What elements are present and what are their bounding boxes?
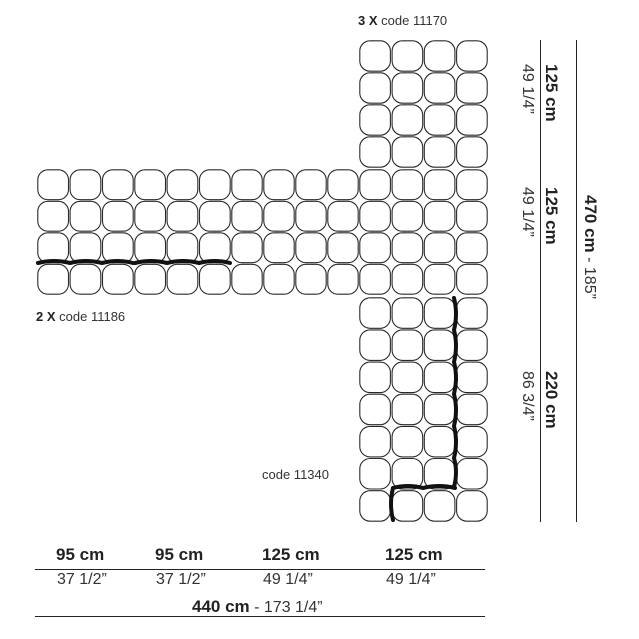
top-module-code: code 11170 [381,13,448,28]
left-module-2-pillow [200,233,231,263]
left-module-2-pillow [167,264,198,294]
corner-module-pillow [424,233,455,263]
center-module-pillow [232,201,262,231]
center-module [232,170,358,294]
center-module-pillow [328,264,358,294]
top-module-upper-pillow [360,137,391,167]
corner-module-pillow [360,170,391,200]
center-module-pillow [264,201,294,231]
left-module-2-pillow [167,201,198,231]
top-module-upper-pillow [392,41,423,71]
center-module-pillow [328,201,358,231]
right-dim-3-cm: 220 cm [542,371,561,429]
left-module-2-pillow [200,264,231,294]
top-module-upper-pillow [457,41,488,71]
corner-module-pillow [392,201,423,231]
chaise-module-pillow [392,394,423,425]
total-height-cm: 470 cm [581,195,600,253]
chaise-module-pillow [360,459,391,490]
bottom-dim-4-cm: 125 cm [385,545,443,564]
top-module-upper-pillow [424,105,455,135]
chaise-module-pillow [457,426,488,457]
left-module-1-pillow [103,264,134,294]
chaise-module-pillow [424,491,455,522]
left-module-1-pillow [70,170,101,200]
left-module-1-pillow [38,233,69,263]
bottom-dim-3-in: 49 1/4” [263,571,313,588]
center-module-pillow [296,233,326,263]
left-module-2-pillow [135,264,166,294]
corner-module-pillow [360,264,391,294]
chaise-module-pillow [424,362,455,393]
center-module-pillow [264,264,294,294]
left-module-2-pillow [135,233,166,263]
left-module-1-pillow [103,233,134,263]
total-width-in: 173 1/4” [263,599,323,616]
top-module-upper [360,41,487,167]
center-module-pillow [328,170,358,200]
center-module-pillow [232,170,262,200]
top-module-upper-pillow [392,137,423,167]
bottom-dim-line [35,569,485,570]
top-module-upper-pillow [457,73,488,103]
chaise-module-pillow [457,362,488,393]
left-module-1-pillow [103,201,134,231]
chaise-module-pillow [360,426,391,457]
corner-module [360,170,487,294]
chaise-module-pillow [424,426,455,457]
left-module-2-back-line [135,261,230,263]
chaise-module-pillow [392,426,423,457]
center-module-pillow [232,264,262,294]
left-module-2-pillow [135,201,166,231]
left-module-1-pillow [38,201,69,231]
chaise-module-pillow [424,330,455,361]
left-module-2-pillow [167,170,198,200]
chaise-module-pillow [392,362,423,393]
corner-module-pillow [457,170,488,200]
top-module-upper-pillow [457,137,488,167]
left-module-2-pillow [167,233,198,263]
chaise-module-label [262,467,329,482]
chaise-module-pillow [392,491,423,522]
corner-module-pillow [392,264,423,294]
chaise-module-pillow [457,330,488,361]
total-height [580,195,600,299]
chaise-module-pillow [392,330,423,361]
left-module-1-back-line [38,261,133,263]
corner-module-pillow [424,201,455,231]
chaise-module-pillow [392,298,423,329]
bottom-dim-3-cm: 125 cm [262,545,320,564]
top-module-qty: 3 X [358,13,378,28]
left-module-1-pillow [70,264,101,294]
corner-module-pillow [424,170,455,200]
chaise-back-line-vertical [454,298,456,487]
center-module-pillow [264,233,294,263]
chaise-module-pillow [360,394,391,425]
total-width-cm: 440 cm [192,597,250,616]
bottom-dim-2-in: 37 1/2” [156,571,206,588]
left-module-1 [38,170,133,294]
center-module-pillow [328,233,358,263]
center-module-pillow [296,264,326,294]
chaise-module-pillow [457,459,488,490]
corner-module-pillow [457,201,488,231]
total-width-sep: - [249,599,264,616]
top-module-upper-pillow [424,73,455,103]
left-module-2-pillow [135,170,166,200]
left-module-code: code 11186 [59,309,126,324]
left-module-2-pillow [200,170,231,200]
right-dim-1-in: 49 1/4” [519,64,536,114]
top-module-label [358,13,447,28]
chaise-module-pillow [360,298,391,329]
top-module-upper-pillow [360,105,391,135]
center-module-pillow [232,233,262,263]
top-module-upper-pillow [392,105,423,135]
chaise-module-pillow [360,362,391,393]
chaise-module-pillow [457,394,488,425]
corner-module-pillow [457,264,488,294]
top-module-upper-pillow [424,137,455,167]
left-module-2 [135,170,230,294]
corner-module-pillow [392,233,423,263]
top-module-upper-pillow [457,105,488,135]
right-dim-2-in: 49 1/4” [519,187,536,237]
bottom-dim-1-in: 37 1/2” [57,571,107,588]
chaise-module-pillow [360,330,391,361]
left-module-2-pillow [200,201,231,231]
left-module-1-pillow [70,233,101,263]
total-height-in: 185” [581,266,598,299]
top-module-upper-pillow [360,41,391,71]
chaise-module-pillow [424,394,455,425]
corner-module-pillow [457,233,488,263]
center-module-pillow [296,201,326,231]
left-module-1-pillow [70,201,101,231]
chaise-module-code: code 11340 [262,467,329,482]
corner-module-pillow [360,201,391,231]
corner-module-pillow [392,170,423,200]
left-module-1-pillow [38,170,69,200]
total-width [192,597,323,617]
chaise-module-pillow [360,491,391,522]
left-module-1-pillow [38,264,69,294]
chaise-module-pillow [424,298,455,329]
left-module-qty: 2 X [36,309,56,324]
center-module-pillow [296,170,326,200]
corner-module-pillow [360,233,391,263]
right-dim-3-in: 86 3/4” [519,371,536,421]
right-total-line [576,40,577,522]
bottom-dim-2-cm: 95 cm [155,545,204,564]
center-module-pillow [264,170,294,200]
left-module-1-pillow [103,170,134,200]
bottom-dim-1-cm: 95 cm [56,545,105,564]
right-dim-2-cm: 125 cm [542,187,561,245]
chaise-module-pillow [457,298,488,329]
top-module-upper-pillow [424,41,455,71]
chaise-module-pillow [457,491,488,522]
top-module-upper-pillow [392,73,423,103]
corner-module-pillow [424,264,455,294]
top-module-upper-pillow [360,73,391,103]
bottom-dim-4-in: 49 1/4” [386,571,436,588]
total-height-sep: - [581,252,598,267]
right-dim-1-cm: 125 cm [542,64,561,122]
left-module-label [36,309,125,324]
